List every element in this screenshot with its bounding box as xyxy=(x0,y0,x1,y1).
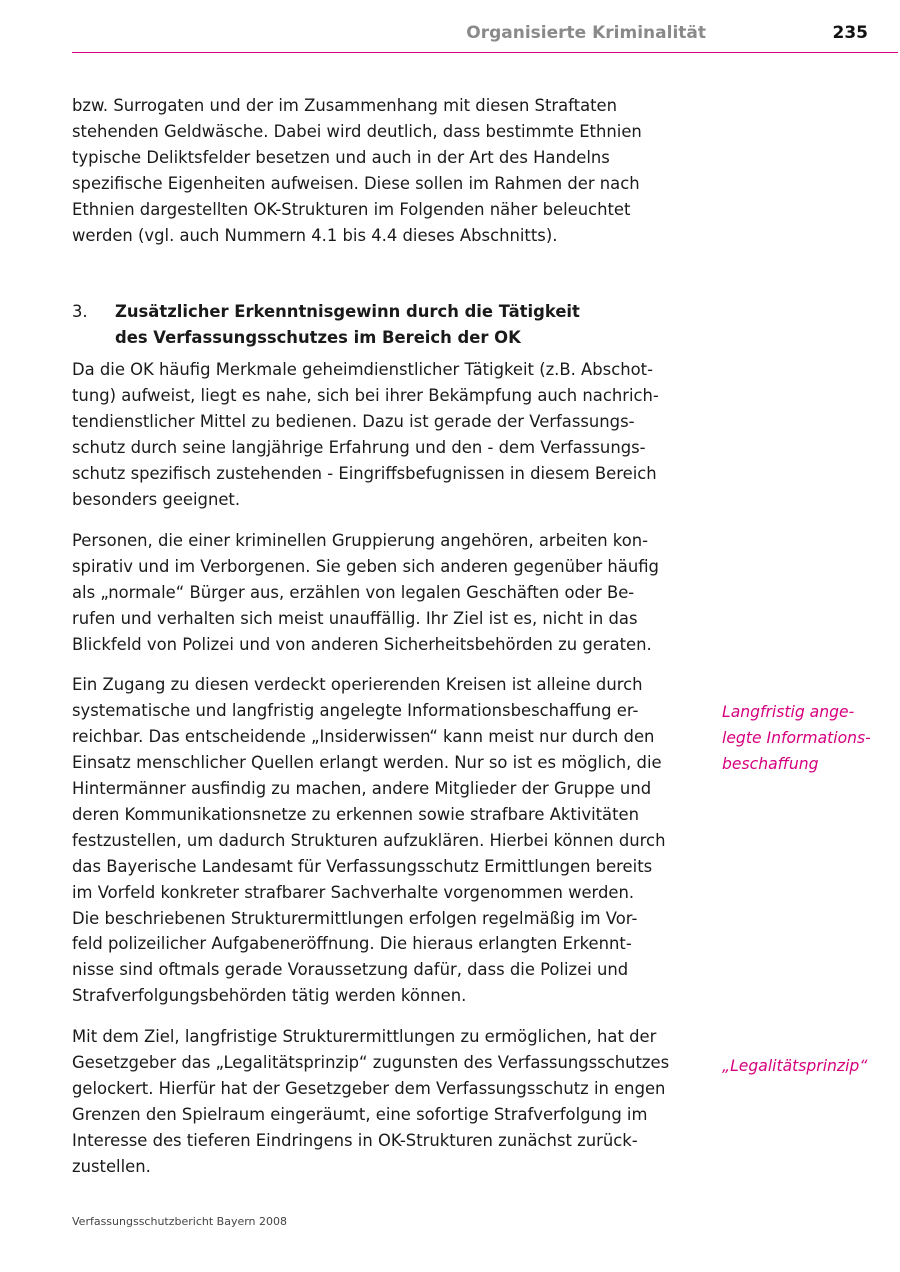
paragraph-intro-continuation: bzw. Surrogaten und der im Zusammenhang mit diesen Straftaten stehenden Geldwäsche. Dabei wird deutlich, dass bestimmte Ethnien typische Deliktsfelder besetzen und auch in der Art des Handelns spezifische Eigenheiten aufweisen. Diese sollen im Rahmen der nach Ethnien dargestellten OK-Strukturen im Folgenden näher beleuchtet werden (vgl. auch Nummern 4.1 bis 4.4 dieses Abschnitts). xyxy=(72,96,642,245)
paragraph-information-gathering: Ein Zugang zu diesen verdeckt operierenden Kreisen ist alleine durch systematische und langfristig angelegte Informationsbeschaffung er- reichbar. Das entscheidende „Insiderwissen“ kann meist nur durch den Einsatz menschlicher Quellen erlangt werden. Nur so ist es möglich, die Hintermänner ausfindig zu machen, andere Mitglieder der Gruppe und deren Kommunikationsnetze zu erkennen sowie strafbare Aktivitäten festzustellen, um dadurch Strukturen aufzuklären. Hierbei können durch das Bayerische Landesamt für Verfassungsschutz Ermittlungen bereits im Vorfeld konkreter strafbarer Sachverhalte vorgenommen werden. Die beschriebenen Strukturermittlungen erfolgen regelmäßig im Vor- feld polizeilicher Aufgabeneröffnung. Die hieraus erlangten Erkennt- nisse sind oftmals gerade Voraussetzung dafür, dass die Polizei und Strafverfolgungsbehörden tätig werden können. xyxy=(72,675,666,1006)
main-text-column xyxy=(72,93,704,1180)
page-number: 235 xyxy=(832,23,868,43)
page-footer: Verfassungsschutzbericht Bayern 2008 xyxy=(72,1215,288,1228)
section-heading-number: 3. xyxy=(72,302,88,322)
page-header xyxy=(72,22,898,53)
margin-note-information-gathering: Langfristig ange- legte Informations- beschaffung xyxy=(722,703,871,773)
section-heading-text: Zusätzlicher Erkenntnisgewinn durch die Tätigkeit des Verfassungsschutzes im Bereich der OK xyxy=(115,302,580,348)
paragraph-legality-principle: Mit dem Ziel, langfristige Strukturermittlungen zu ermöglichen, hat der Gesetzgeber das „Legalitätsprinzip“ zugunsten des Verfassungsschutzes gelockert. Hierfür hat der Gesetzgeber dem Verfassungsschutz in engen Grenzen den Spielraum eingeräumt, eine sofortige Strafverfolgung im Interesse des tieferen Eindringens in OK-Strukturen zunächst zurück- zustellen. xyxy=(72,1027,670,1176)
paragraph-criminal-groups: Personen, die einer kriminellen Gruppierung angehören, arbeiten kon- spirativ und im Verborgenen. Sie geben sich anderen gegenüber häufig als „normale“ Bürger aus, erzählen von legalen Geschäften oder Be- rufen und verhalten sich meist unauffällig. Ihr Ziel ist es, nicht in das Blickfeld von Polizei und von anderen Sicherheitsbehörden zu geraten. xyxy=(72,530,659,654)
section-title: Organisierte Kriminalität xyxy=(466,23,706,43)
paragraph-ok-intelligence: Da die OK häufig Merkmale geheimdienstlicher Tätigkeit (z.B. Abschot- tung) aufweist, liegt es nahe, sich bei ihrer Bekämpfung auch nachrich- tendienstlicher Mittel zu bedienen. Dazu ist gerade der Verfassungs- schutz durch seine langjährige Erfahrung und den - dem Verfassungs- schutz spezifisch zustehenden - Eingriffsbefugnissen in diesem Bereich besonders geeignet. xyxy=(72,360,659,509)
section-heading xyxy=(72,299,704,351)
margin-note-legality-principle: „Legalitätsprinzip“ xyxy=(722,1057,868,1075)
